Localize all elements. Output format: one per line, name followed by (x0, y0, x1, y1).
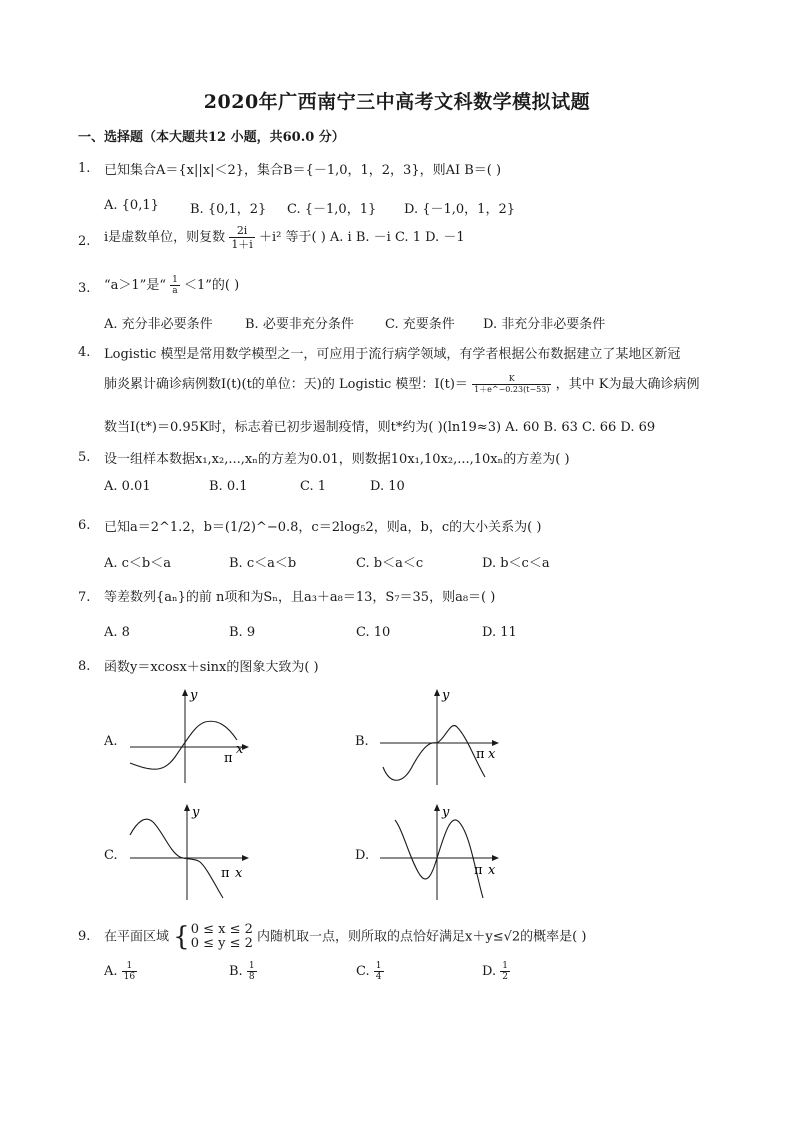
fraction-denominator: 16 (123, 972, 136, 982)
option-b: B. {0,1，2} (190, 202, 267, 217)
option-a: A. {0,1} (104, 198, 159, 213)
question-stem (104, 274, 239, 296)
option-c: C. 充要条件 (385, 317, 455, 332)
graph-c (125, 800, 255, 900)
question-line-1: Logistic 模型是常用数学模型之一，可应用于流行病学领域，有学者根据公布数据建立了某地区新冠 (104, 347, 681, 362)
graph-label-a: A. (104, 734, 118, 749)
condition-lines (191, 923, 253, 951)
curve (130, 819, 223, 898)
option-c: C. {－1,0，1} (287, 202, 377, 217)
brace-icon: { (173, 922, 190, 952)
fraction-denominator: 1＋e^−0.23(t−53) (474, 385, 550, 394)
question-stem: 等差数列{aₙ}的前 n项和为Sₙ，且a₃＋a₈＝13，S₇＝35，则a₈＝( ) (104, 590, 496, 605)
question-number: 1. (78, 161, 91, 176)
stem-part: 内随机取一点，则所取的点恰好满足x＋y≤√2的概率是( ) (257, 929, 587, 945)
question-number: 6. (78, 518, 91, 533)
option-b: B. 9 (229, 625, 256, 640)
x-axis-label: x (236, 742, 244, 757)
fraction (229, 224, 255, 251)
stem-part: ，其中 K为最大确诊病例 (555, 377, 700, 392)
graph-b (375, 685, 505, 785)
option-d: D. 10 (370, 479, 405, 494)
option-a (104, 961, 137, 982)
fraction (374, 961, 384, 982)
stem-part: 肺炎累计确诊病例数I(t)(t的单位：天)的 Logistic 模型：I(t)＝ (104, 377, 468, 392)
curve (395, 820, 483, 898)
option-label: C. (356, 964, 370, 979)
fraction-denominator: 2 (502, 972, 508, 982)
option-a: A. 充分非必要条件 (104, 317, 213, 332)
fraction-numerator: 1 (248, 961, 255, 971)
stem-part: ＋i² 等于( ) A. i B. －i C. 1 D. －1 (258, 230, 465, 245)
fraction-numerator: 1 (122, 961, 137, 972)
fraction-numerator: K (472, 374, 551, 385)
section-heading: 一、选择题（本大题共12 小题，共60.0 分） (78, 130, 345, 145)
question-stem: 设一组样本数据x₁,x₂,...,xₙ的方差为0.01，则数据10x₁,10x₂,...,10xₙ的方差为( ) (104, 452, 570, 467)
option-b: B. 必要非充分条件 (245, 317, 354, 332)
x-axis-label: x (488, 747, 496, 762)
question-line-2 (104, 373, 699, 395)
fraction (247, 961, 257, 982)
option-label: A. (104, 964, 118, 979)
y-axis-label: y (442, 805, 450, 820)
fraction-numerator: 2i (229, 224, 255, 238)
fraction (170, 275, 180, 296)
question-number: 3. (78, 281, 91, 296)
option-label: D. (482, 964, 497, 979)
graph-d (375, 800, 505, 900)
fraction-denominator: 8 (248, 972, 255, 982)
fraction-denominator: 4 (375, 972, 382, 982)
region-condition (173, 923, 253, 951)
x-axis-arrow (492, 855, 499, 861)
question-stem (104, 224, 465, 251)
fraction (122, 961, 137, 982)
fraction-denominator: 1＋i (231, 238, 253, 251)
question-number: 8. (78, 659, 91, 674)
option-b: B. 0.1 (209, 479, 248, 494)
question-stem: 已知集合A＝{x||x|＜2}，集合B＝{－1,0，1，2，3}，则AI B＝( ) (104, 163, 502, 178)
stem-part: 在平面区域 (104, 929, 170, 945)
option-b (229, 961, 257, 982)
option-b: B. c＜a＜b (229, 556, 297, 571)
graph-a (125, 685, 255, 785)
question-number: 9. (78, 929, 91, 944)
x-axis-arrow (492, 740, 499, 746)
curve (383, 725, 485, 780)
graph-label-b: B. (355, 734, 369, 749)
graph-label-d: D. (355, 848, 370, 863)
y-axis-arrow (182, 689, 188, 696)
option-label: B. (229, 964, 243, 979)
pi-label: π (221, 866, 230, 881)
question-number: 5. (78, 450, 91, 465)
option-a: A. c＜b＜a (104, 556, 172, 571)
stem-part: i是虚数单位，则复数 (104, 230, 226, 245)
question-number: 4. (78, 345, 91, 360)
question-number: 2. (78, 234, 91, 249)
graph-label-c: C. (104, 848, 118, 863)
page-title: 2020年广西南宁三中高考文科数学模拟试题 (203, 91, 591, 113)
stem-part: “a＞1”是“ (104, 278, 166, 293)
y-axis-arrow (184, 804, 190, 811)
option-d (482, 961, 510, 982)
y-axis-label: y (190, 688, 198, 703)
x-axis-label: x (235, 866, 243, 881)
condition-1: 0 ≤ x ≤ 2 (190, 922, 253, 937)
pi-label: π (474, 863, 483, 878)
pi-label: π (224, 751, 233, 766)
question-number: 7. (78, 590, 91, 605)
fraction-numerator: 1 (172, 275, 178, 285)
option-d: D. 非充分非必要条件 (483, 317, 606, 332)
option-d: D. b＜c＜a (482, 556, 550, 571)
pi-label: π (476, 747, 485, 762)
question-stem: 函数y＝xcosx＋sinx的图象大致为( ) (104, 660, 319, 675)
option-a: A. 0.01 (104, 479, 151, 494)
x-axis-label: x (488, 863, 496, 878)
option-c: C. 1 (300, 479, 327, 494)
question-line-3: 数当I(t*)＝0.95K时，标志着已初步遏制疫情，则t*约为( )(ln19≈3) A. 60 B. 63 C. 66 D. 69 (104, 420, 656, 435)
fraction-denominator: a (172, 286, 178, 296)
y-axis-label: y (192, 805, 200, 820)
question-stem (104, 923, 586, 951)
y-axis-label: y (442, 688, 450, 703)
fraction-numerator: 1 (502, 961, 508, 971)
condition-2: 0 ≤ y ≤ 2 (190, 936, 253, 951)
option-a: A. 8 (104, 625, 130, 640)
curve (130, 721, 237, 769)
fraction-numerator: 1 (375, 961, 382, 971)
option-d: D. {－1,0，1，2} (404, 202, 515, 217)
fraction (500, 961, 510, 982)
question-stem: 已知a＝2^1.2，b＝(1/2)^−0.8，c＝2log₅2，则a，b，c的大小关系为( ) (104, 520, 542, 535)
option-c: C. 10 (356, 625, 391, 640)
y-axis-arrow (434, 689, 440, 696)
y-axis-arrow (434, 804, 440, 811)
option-c: C. b＜a＜c (356, 556, 424, 571)
stem-part: ＜1”的( ) (183, 278, 240, 293)
fraction (472, 374, 551, 395)
option-c (356, 961, 384, 982)
option-d: D. 11 (482, 625, 517, 640)
x-axis-arrow (242, 855, 249, 861)
